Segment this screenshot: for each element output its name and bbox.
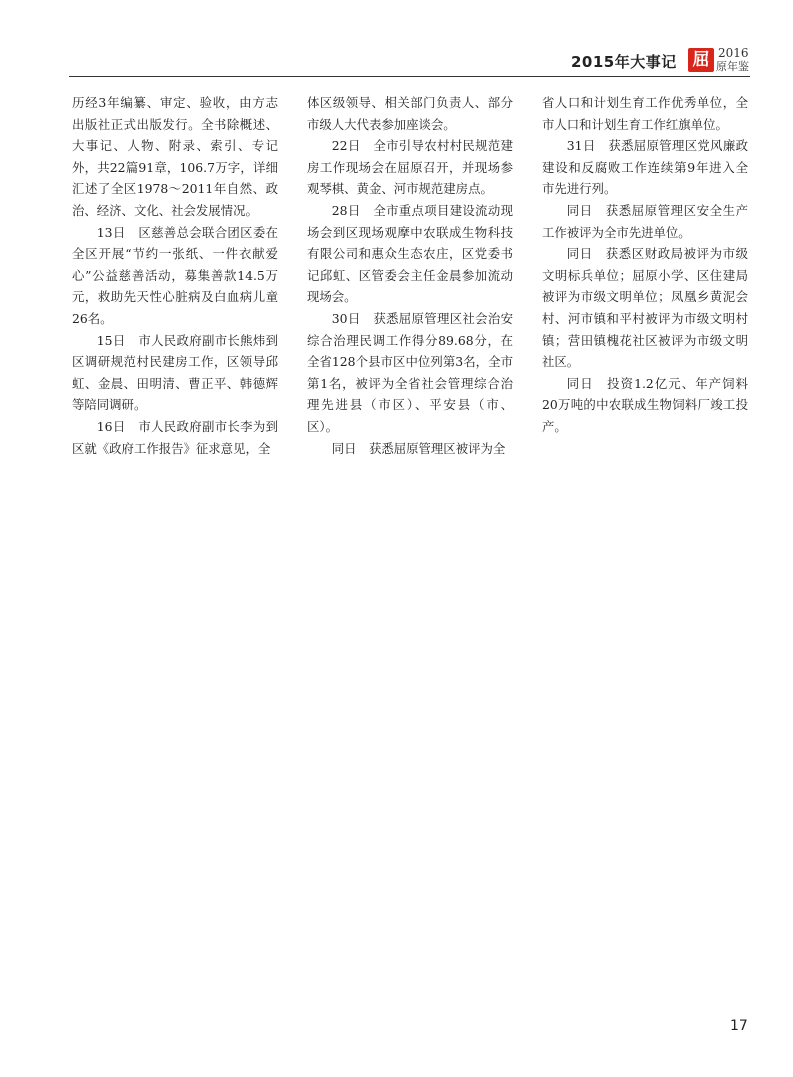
paragraph: 22日 全市引导农村村民规范建房工作现场会在屈原召开，并现场参观琴棋、黄金、河市规范建房点。 bbox=[307, 138, 513, 197]
logo-subtitle: 原年鉴 bbox=[716, 60, 749, 73]
header-divider bbox=[69, 76, 750, 77]
paragraph: 30日 获悉屈原管理区社会治安综合治理民调工作得分89.68分，在全省128个县市区中位列第3名，全市第1名，被评为全省社会管理综合治理先进县（市区）、平安县（市、区）。 bbox=[307, 310, 513, 434]
paragraph: 31日 获悉屈原管理区党风廉政建设和反腐败工作连续第9年进入全市先进行列。 bbox=[542, 138, 748, 197]
paragraph: 同日 获悉屈原管理区被评为全 bbox=[331, 440, 506, 456]
paragraph: 省人口和计划生育工作优秀单位，全市人口和计划生育工作红旗单位。 bbox=[542, 95, 748, 132]
text-column-2 bbox=[307, 92, 513, 459]
paragraph: 体区级领导、相关部门负责人、部分市级人大代表参加座谈会。 bbox=[307, 95, 513, 132]
text-column-3 bbox=[542, 92, 748, 438]
paragraph: 16日 市人民政府副市长李为到区就《政府工作报告》征求意见，全 bbox=[72, 418, 278, 456]
paragraph: 15日 市人民政府副市长熊炜到区调研规范村民建房工作，区领导邱虹、金晨、田明清、曹正平、韩德辉等陪同调研。 bbox=[72, 332, 278, 413]
paragraph: 同日 投资1.2亿元、年产饲料20万吨的中农联成生物饲料厂竣工投产。 bbox=[542, 375, 748, 434]
yearbook-logo bbox=[688, 48, 750, 74]
paragraph: 历经3年编纂、审定、验收，由方志出版社正式出版发行。全书除概述、大事记、人物、附录、索引、专记外，共22篇91章，106.7万字，详细汇述了全区1978～2011年自然、政治、经济、文化、社会发展情况。 bbox=[72, 95, 278, 218]
paragraph: 同日 获悉屈原管理区安全生产工作被评为全市先进单位。 bbox=[542, 202, 748, 240]
text-column-1 bbox=[72, 92, 278, 459]
paragraph: 28日 全市重点项目建设流动现场会到区现场观摩中农联成生物科技有限公司和惠众生态农庄，区党委书记邱虹、区管委会主任金晨参加流动现场会。 bbox=[307, 202, 513, 305]
page-header bbox=[0, 0, 793, 80]
page-number: 17 bbox=[730, 1018, 748, 1034]
logo-mark: 屈 bbox=[688, 48, 714, 72]
paragraph: 13日 区慈善总会联合团区委在全区开展“节约一张纸、一件衣献爱心”公益慈善活动，募集善款14.5万元，救助先天性心脏病及白血病儿童26名。 bbox=[72, 224, 278, 326]
section-title: 2015年大事记 bbox=[571, 53, 677, 71]
logo-year: 2016 bbox=[718, 46, 749, 60]
paragraph: 同日 获悉区财政局被评为市级文明标兵单位；屈原小学、区住建局被评为市级文明单位；凤凰乡黄泥会村、河市镇和平村被评为市级文明村镇；营田镇槐花社区被评为市级文明社区。 bbox=[542, 246, 748, 370]
